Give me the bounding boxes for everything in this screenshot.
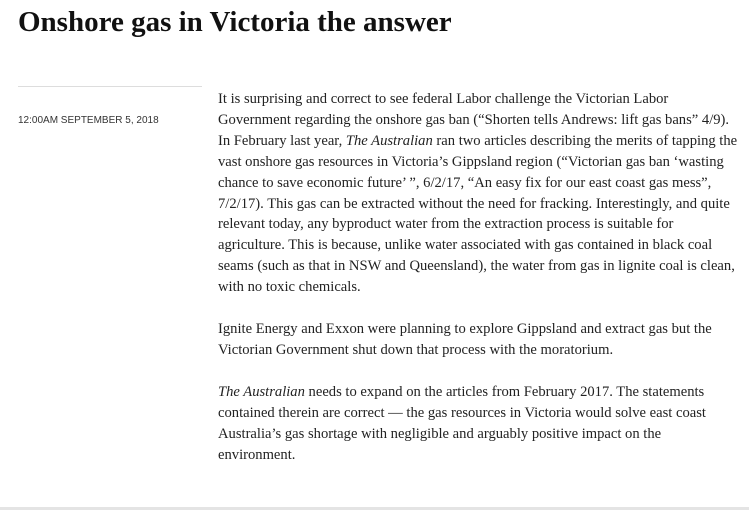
paragraph-text: needs to expand on the articles from February 2017. The statements contained therein are correct — the gas resources in Victoria would solve east coast Australia’s gas shortage with negligible and arguably positive impact on the environment. — [218, 383, 706, 463]
article-paragraph-2 — [218, 319, 742, 361]
paragraph-text: Ignite Energy and Exxon were planning to explore Gippsland and extract gas but the Victorian Government shut down that process with the moratorium. — [218, 321, 712, 358]
paragraph-text: ran two articles describing the merits of tapping the vast onshore gas resources in Victoria’s Gippsland region (“Victorian gas ban ‘wasting chance to save economic future’ ”, 6/2/17, “An easy fix for our east coast gas mess”, 7/2/17). This gas can be extracted without the need for fracking. Interestingly, and quite relevant today, any byproduct water from the extraction process is suitable for agriculture. This is because, unlike water associated with gas contained in black coal seams (such as that in NSW and Queensland), the water from gas in lignite coal is clean, with no toxic chemicals. — [218, 132, 738, 296]
article-body — [218, 89, 742, 466]
publication-name: The Australian — [218, 383, 305, 400]
publication-name: The Australian — [345, 132, 433, 149]
article-paragraph-3 — [218, 382, 742, 466]
paragraph-text: It is surprising and correct to see federal Labor challenge the Victorian Labor Government regarding the onshore gas ban (“Shorten tells Andrews: lift gas bans” 4/9). In February last year, — [218, 91, 730, 149]
article-paragraph-1 — [218, 89, 742, 298]
article-dateline: 12:00AM SEPTEMBER 5, 2018 — [18, 115, 159, 126]
article-headline: Onshore gas in Victoria the answer — [18, 6, 452, 38]
sidebar-divider — [18, 86, 202, 87]
